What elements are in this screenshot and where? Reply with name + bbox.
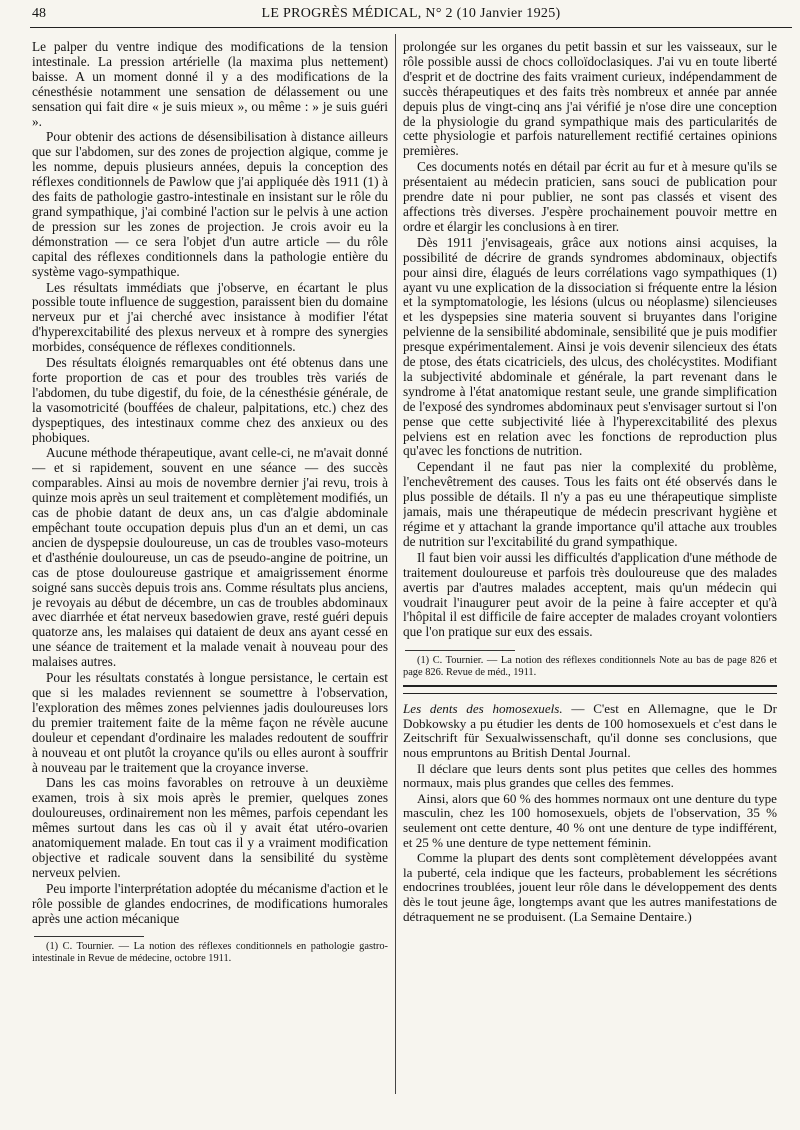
news-item (403, 702, 777, 924)
column-divider (395, 34, 396, 1094)
footnote-rule (405, 650, 515, 651)
paragraph: Pour obtenir des actions de désensibilisation à distance ailleurs que sur l'abdomen, sur des zones de projection algique, comme je les nomme, depuis plusieurs années, depuis la conception des réflexes conditionnels de Pawlow que j'ai appliquée dès 1911 (1) à des faits de pathologie gastro-intestinale en insistant sur le rôle du grand sympathique, j'ai combiné l'action sur le pelvis à une action de pression sur les zones de projection. Je crois avoir eu la démonstration — ce sera l'objet d'un autre article — du rôle capital des réflexes conditionnels dans la pathologie entière du système vago-sympathique. (32, 129, 388, 279)
news-heading: Les dents des homosexuels. (403, 701, 563, 717)
news-paragraph: — C'est en Allemagne, que le Dr Dobkowsky a pu étudier les dents de 100 homosexuels et c'est dans le Zeitschrift für Sexualwissenschaft, qu'il donne ses conclusions, que nous empruntons au British Dental Journal. (403, 701, 777, 761)
paragraph: Il faut bien voir aussi les difficultés d'application d'une méthode de traitement douloureuse et parfois très douloureuse que des malades avertis par d'autres malades acceptent, mais qu'un médecin qui voudrait l'inaugurer peut avoir de la peine à faire accepter et qu'à l'hôpital il est difficile de faire accepter de malades croyant volontiers que l'on pratique sur eux des essais. (403, 549, 777, 640)
paragraph: Les résultats immédiats que j'observe, en écartant le plus possible toute influence de suggestion, paraissent bien du domaine nerveux pur et j'ai cherché avec insistance à modifier l'état d'hyperexcitabilité des plexus nerveux et à rompre des synergies morbides, conséquence de réflexes conditionnels. (32, 279, 388, 355)
paragraph: Des résultats éloignés remarquables ont été obtenus dans une forte proportion de cas et pour des troubles très variés de l'abdomen, du tube digestif, du foie, de la cénesthésie générale, de la vasomotricité (bouffées de chaleur, palpitations, etc.) chez des dyspeptiques, des intestinaux comme chez des anxieux ou des phobiques. (32, 355, 388, 445)
section-separator (403, 685, 777, 687)
news-paragraph: Ainsi, alors que 60 % des hommes normaux ont une denture du type masculin, chez les 100 homosexuels, objets de l'observation, 35 % seulement ont cette denture, 40 % ont une denture de type indifférent, et 25 % une denture de type nettement féminin. (403, 790, 777, 850)
left-column (32, 40, 388, 1090)
paragraph: Le palper du ventre indique des modifications de la tension intestinale. La pression artérielle (la maxima plus nettement) baisse. A un moment donné il y a des modifications de la cénesthésie notamment une sensation de délassement ou une sensation qui fait dire « je suis mieux », ou même : » je suis guéri ». (32, 40, 388, 129)
paragraph: Ces documents notés en détail par écrit au fur et à mesure qu'ils se présentaient au médecin praticien, sans souci de publication pour prendre date ni pour publier, ne sont pas classés et visent des affections très diverses. J'espère prochainement pouvoir mettre en ordre et élargir les conclusions à en tirer. (403, 159, 777, 234)
news-paragraph: Comme la plupart des dents sont complètement développées avant la puberté, cela indique que les facteurs, probablement les sécrétions endocrines troublées, jouent leur rôle dans le développement des dents dès le tout jeune âge, longtemps avant que les autres manifestations de détraquement ne se produisent. (La Semaine Dentaire.) (403, 850, 777, 924)
paragraph: Peu importe l'interprétation adoptée du mécanisme d'action et le rôle possible de glandes endocrines, de modifications humorales après une action mécanique (32, 880, 388, 926)
page-header (32, 6, 790, 26)
footnote: (1) C. Tournier. — La notion des réflexes conditionnels en pathologie gastro-intestinale in Revue de médecine, octobre 1911. (32, 941, 388, 965)
paragraph: Dès 1911 j'envisageais, grâce aux notions ainsi acquises, la possibilité de décrire de grands syndromes abdominaux, objectifs pour ainsi dire, élagués de leurs corrélations vago sympathiques (1) ayant vu une explication de la dissociation si fréquente entre la lésion et la symptomatologie, les lésions (ulcus ou néoplasme) silencieuses et les dyspepsies sine materia souvent si bruyantes dans l'origine pelvienne de la sensibilité abdominale, sensibilité que je puis modifier presque expérimentalement. Ainsi je vois devenir silencieux des états de ptose, des états cicatriciels, des ulcus, des cholécystites. Modifiant la subjectivité abdominale et générale, la part revenant dans le syndrome à l'état anatomique restant seule, une grande simplification de l'exposé des syndromes abdominaux peut s'envisager surtout si l'on pense que cette subjectivité liée à l'hyperexcitabilité des plexus pelviens est en relation avec les fonctions de reproduction plus qu'avec les fonctions de nutrition. (403, 234, 777, 459)
paragraph: Pour les résultats constatés à longue persistance, le certain est que si les malades reviennent se soumettre à l'observation, l'exploration des mêmes zones pelviennes jadis douloureuses lors du premier traitement faite de la même façon ne révèle aucune douleur et cependant d'ordinaire les malades redoutent de souffrir à nouveau et ont plutôt la croyance qu'ils ou elles auront à souffrir à nouveau par le traitement que la croyance inverse. (32, 670, 388, 775)
header-rule (30, 27, 792, 28)
paragraph: Dans les cas moins favorables on retrouve à un deuxième examen, trois à six mois après le premier, quelques zones douloureuses, ordinairement non les mêmes, parfois cependant les mêmes surtout dans les cas où il y avait état utéro-ovarien anatomiquement malade. En tout cas il y a vraiment modification objective et radicale souvent dans la sensibilité du système nerveux pelvien. (32, 775, 388, 880)
paragraph: prolongée sur les organes du petit bassin et sur les vaisseaux, sur le rôle possible aussi de chocs colloïdoclasiques. J'ai vu en toute liberté d'esprit et de doctrine des faits vraiment curieux, indépendamment de succès thérapeutiques et des faits très nombreux et année par année depuis plus de vingt-cinq ans j'ai vérifié je n'ose dire une conception de la physiologie du grand sympathique mais des particularités de cette physiologie et parfois naturellement rectifié certaines opinions premières. (403, 40, 777, 159)
journal-title: LE PROGRÈS MÉDICAL, N° 2 (10 Janvier 1925) (261, 6, 561, 21)
section-separator-thin (403, 693, 777, 694)
news-paragraph: Il déclare que leurs dents sont plus petites que celles des hommes normaux, mais plus grandes que celles des femmes. (403, 760, 777, 791)
footnote-rule (34, 936, 144, 937)
right-column (403, 40, 777, 1090)
paragraph: Aucune méthode thérapeutique, avant celle-ci, ne m'avait donné — et si rapidement, souvent en une séance — des succès comparables. Ainsi au mois de novembre dernier j'ai revu, trois à quinze mois après un seul traitement et complètement modifiés, un cas de phobie datant de deux ans, un cas d'algie abdominale empêchant toute occupation depuis plus d'un an et demi, un cas ancien de dyspepsie douloureuse, un cas de troubles vaso-moteurs et d'asthénie douloureuse, un cas de pseudo-angine de poitrine, un cas de ptose douloureuse gastrique et amaigrissement énorme soigné sans succès depuis trois ans. Comme résultats plus anciens, je revoyais au début de décembre, un cas de troubles abdominaux avec diarrhée et état nerveux basedowien grave, resté guéri depuis quatorze ans, les malaises qui dataient de deux ans ayant cessé en une séance de traitement et la malade venait à nouveau pour des malaises autres. (32, 445, 388, 670)
paragraph: Cependant il ne faut pas nier la complexité du problème, l'enchevêtrement des causes. Tous les faits ont été observés dans le plus possible de détails. Il n'y a pas eu une thérapeutique simpliste jamais, mais une thérapeutique de médecin prescrivant hygiène et régime et y attachant la grande importance qu'il attache aux troubles de nutrition sur l'excitabilité du grand sympathique. (403, 459, 777, 549)
footnote: (1) C. Tournier. — La notion des réflexes conditionnels Note au bas de page 826 et page 826. Revue de méd., 1911. (403, 655, 777, 679)
page-number: 48 (32, 6, 46, 21)
